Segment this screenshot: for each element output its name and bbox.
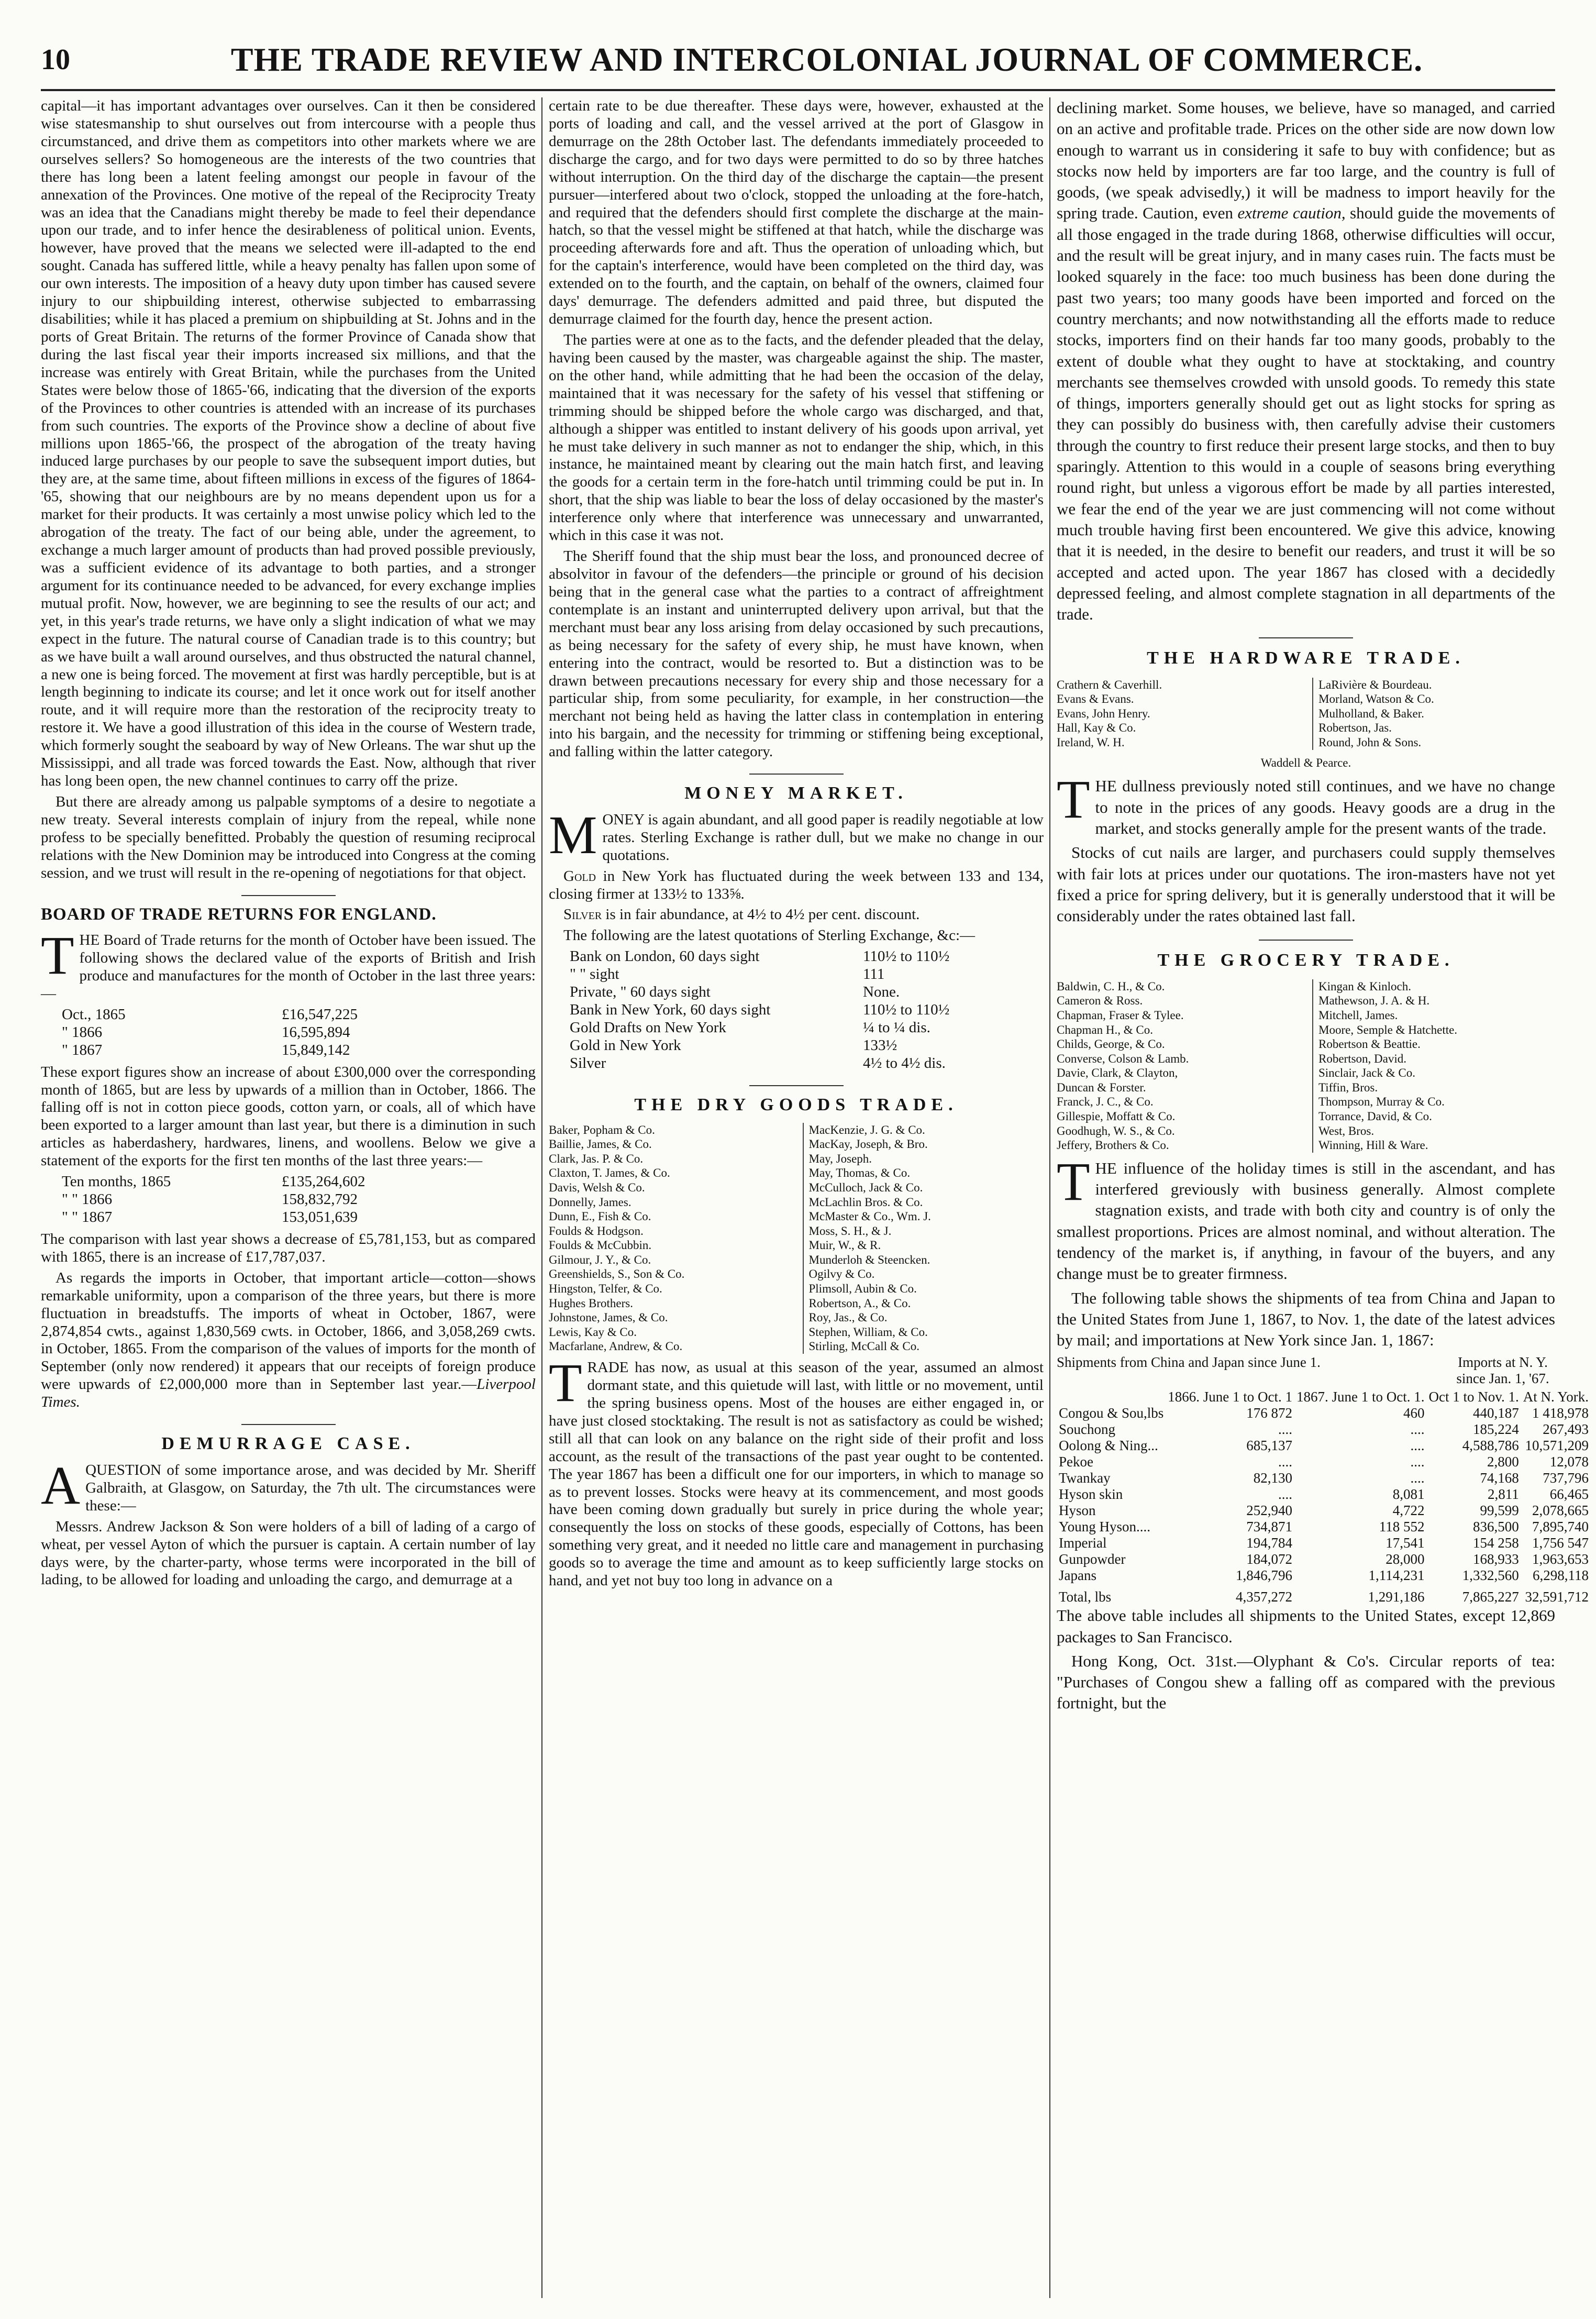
table-cell: 440,187: [1473, 1405, 1519, 1421]
tea-table-heading: [1057, 1354, 1555, 1387]
hardware-firms: [1057, 678, 1555, 750]
board-of-trade-paragraph: The comparison with last year shows a decrease of £5,781,153, but as compared with 1865, there is an increase of £17,787,037.: [41, 1230, 536, 1265]
table-row: [1057, 1567, 1591, 1584]
firm-name: West, Bros.: [1318, 1124, 1375, 1138]
tea-table-body: [1057, 1405, 1591, 1606]
demurrage-paragraph: AQUESTION of some importance arose, and was decided by Mr. Sheriff Galbraith, at Glasgow, on Saturday, the 7th ult. The circumstances were these:—: [41, 1455, 536, 1516]
firms-list-left: [549, 1123, 790, 1354]
firm-name: Ireland, W. H.: [1057, 735, 1125, 749]
firm-name: May, Thomas, & Co.: [808, 1166, 911, 1180]
grocery-heading: THE GROCERY TRADE.: [1157, 950, 1455, 970]
table-cell: 252,940: [1246, 1502, 1293, 1518]
table-cell: 99,599: [1480, 1502, 1519, 1518]
table-cell: 1 418,978: [1532, 1405, 1589, 1421]
firm-name: Hughes Brothers.: [549, 1296, 633, 1310]
firm-name: Mulholland, & Baker.: [1318, 706, 1424, 720]
firm-name: Childs, George, & Co.: [1057, 1037, 1165, 1051]
table-cell: Souchong: [1059, 1421, 1115, 1437]
table-cell: 1,963,653: [1532, 1551, 1589, 1567]
firm-name: Hall, Kay & Co.: [1057, 721, 1136, 735]
section-rule: [749, 774, 844, 775]
table-cell: ....: [1410, 1470, 1425, 1486]
table-cell: 194,784: [1246, 1535, 1293, 1551]
table-row: " " 1867 153,051,639: [62, 1209, 358, 1225]
grocery-paragraph: The above table includes all shipments to the United States, except 12,869 packages to San Francisco.: [1057, 1606, 1555, 1646]
firm-name: Mathewson, J. A. & H.: [1318, 994, 1430, 1008]
firm-name: Hingston, Telfer, & Co.: [549, 1282, 662, 1296]
firm-name: Mitchell, James.: [1318, 1008, 1398, 1022]
table-cell: 185,224: [1473, 1421, 1519, 1437]
table-cell: 12,078: [1549, 1453, 1589, 1470]
grocery-paragraph: THE influence of the holiday times is still in the ascendant, and has interfered greviously with business generally. Almost complete stagnation exists, and trade with both city and country is of only the smallest proportions. Prices are almost nominal, and without alteration. The tendency of the market is, if anything, in favour of the buyers, and any change must be to greater firmness.: [1057, 1151, 1555, 1283]
table-row: [1057, 1551, 1591, 1567]
firm-name: Chapman H., & Co.: [1057, 1023, 1153, 1036]
table-cell: Gunpowder: [1059, 1551, 1126, 1567]
table-cell: 4,357,272: [1236, 1589, 1293, 1605]
firm-name: Morland, Watson & Co.: [1318, 692, 1434, 706]
firm-name: Davis, Welsh & Co.: [549, 1180, 645, 1194]
firm-name: Dunn, E., Fish & Co.: [549, 1210, 651, 1223]
firm-name: Roy, Jas., & Co.: [808, 1311, 888, 1324]
table-cell: 8,081: [1392, 1486, 1425, 1502]
table-cell: ....: [1410, 1453, 1425, 1470]
table-cell: 17,541: [1386, 1535, 1425, 1551]
table-row: Silver 4½ to 4½ dis.: [570, 1054, 946, 1072]
table-cell: 28,000: [1386, 1551, 1425, 1567]
column-separator: [541, 97, 542, 2298]
firm-name: Tiffin, Bros.: [1318, 1080, 1378, 1094]
table-cell: ....: [1410, 1437, 1425, 1453]
table-cell: 184,072: [1246, 1551, 1293, 1567]
firm-name: Moss, S. H., & J.: [808, 1224, 892, 1238]
table-cell: 7,895,740: [1532, 1519, 1589, 1534]
firm-name: Ogilvy & Co.: [808, 1267, 875, 1281]
header-rule: [41, 89, 1555, 91]
firm-name: Crathern & Caverhill.: [1057, 678, 1162, 691]
dry-goods-heading: THE DRY GOODS TRADE.: [634, 1095, 958, 1114]
firm-name: MacKenzie, J. G. & Co.: [808, 1123, 925, 1136]
tea-shipments-table: [1057, 1389, 1591, 1606]
firm-name: Lewis, Kay & Co.: [549, 1325, 637, 1339]
table-row: Ten months, 1865 £135,264,602: [62, 1173, 365, 1190]
table-row: " 1866 16,595,894: [62, 1023, 350, 1041]
demurrage-paragraph: certain rate to be due thereafter. These days were, however, exhausted at the ports of loading and call, and the vessel arrived at the port of Glasgow in demurrage on the 28th October last. The defendants immediately proceeded to discharge the cargo, and for two days were permitted to do so by three hatches without interruption. On the third day of the discharge the captain—the present pursuer—interfered about two o'clock, stopped the unloading at the fore-hatch, and required that the defenders should first complete the discharge at the main-hatch, so that the vessel might be stiffened at that hatch, while the discharge was proceeding afterwards fore and aft. Thus the operation of unloading which, but for the captain's interference, would have been completed on the third day, was extended on to the fourth, and the captain, on behalf of the owners, claimed four days' demurrage. The defenders admitted and paid three, but disputed the demurrage claimed for the fourth day, hence the present action.: [549, 97, 1044, 328]
firm-name: Gillespie, Moffatt & Co.: [1057, 1110, 1176, 1123]
column-separator: [1049, 97, 1050, 2298]
table-cell: 737,796: [1543, 1470, 1589, 1486]
table-cell: ....: [1278, 1453, 1293, 1470]
table-cell: Oolong & Ning...: [1059, 1437, 1158, 1453]
firm-name: Round, John & Sons.: [1318, 735, 1422, 749]
firm-name: Sinclair, Jack & Co.: [1318, 1066, 1415, 1080]
october-exports-table: [62, 1006, 536, 1059]
column-3: [1057, 97, 1589, 2298]
drop-cap: T: [41, 925, 74, 986]
quotes-intro: The following are the latest quotations of Sterling Exchange, &c:—: [563, 927, 976, 944]
firm-name: Jeffery, Brothers & Co.: [1057, 1139, 1169, 1152]
firm-name: Muir, W., & R.: [808, 1239, 881, 1252]
table-row: " 1867 15,849,142: [62, 1041, 350, 1058]
drop-cap: M: [549, 804, 597, 865]
firm-name: Franck, J. C., & Co.: [1057, 1095, 1154, 1109]
tea-table-heading-right: Imports at N. Y. since Jan. 1, '67.: [1456, 1354, 1549, 1386]
dry-goods-paragraph: TRADE has now, as usual at this season of the year, assumed an almost dormant state, and this quietude will last, with little or no movement, until the spring business opens. Most of the houses are either engaged in, or have just closed stocktaking. The result is not as satisfactory as could be wished; still all that can look on any balance on the right side of their profit and loss account, as the result of the transactions of the past year ought to be contented. The year 1867 has been a difficult one for our importers, in which to manage so as to prevent losses. Stocks were heavy at its commencement, and most goods have been coming down gradually but surely in price during the whole year; consequently the loss on stocks of these goods, especially of Cottons, has been something very great, and it needed no little care and management in purchasing goods so to average the time and amount as to keep sufficiently large stocks on hand, and yet not buy too long in advance on a: [549, 1353, 1044, 1589]
column-1: [41, 97, 536, 2298]
firm-name: Robertson, A., & Co.: [808, 1296, 911, 1310]
dry-goods-firms: [549, 1123, 1044, 1354]
firm-name: Duncan & Forster.: [1057, 1080, 1146, 1094]
money-market-heading: MONEY MARKET.: [684, 783, 908, 803]
firm-name: Stephen, William, & Co.: [808, 1325, 928, 1339]
drop-cap: T: [1057, 769, 1090, 830]
table-cell: 685,137: [1246, 1437, 1293, 1453]
table-cell: 2,078,665: [1532, 1502, 1589, 1518]
table-cell: 6,298,118: [1533, 1567, 1589, 1584]
gold-paragraph: Gold in New York has fluctuated during the week between 133 and 134, closing firmer at 133½ to 133⅝.: [549, 867, 1044, 902]
table-cell: Japans: [1059, 1567, 1096, 1584]
exchange-quotations-table: [570, 948, 1044, 1072]
firm-name: Plimsoll, Aubin & Co.: [808, 1282, 917, 1296]
firm-name: Moore, Semple & Hatchette.: [1318, 1023, 1458, 1036]
firm-name: Converse, Colson & Lamb.: [1057, 1052, 1189, 1065]
firm-name: Clark, Jas. P. & Co.: [549, 1152, 644, 1165]
firm-name: Foulds & Hodgson.: [549, 1224, 644, 1238]
section-rule: [241, 1424, 336, 1425]
reciprocity-paragraph: capital—it has important advantages over ourselves. Can it then be considered wise statesmanship to shut ourselves out from intercourse with a people thus circumstanced, and drive them as competitors into other markets where we are ourselves sellers? So homogeneous are the interests of the two countries that there has long been a latent feeling amongst our people in favour of the annexation of the Provinces. One motive of the repeal of the Reciprocity Treaty was an idea that the Canadians might thereby be made to feel their dependance upon our trade, and to infer hence the desirableness of political union. Events, however, have proved that the means we selected were ill-adapted to the end sought. Canada has suffered little, while a heavy penalty has fallen upon some of our own interests. The imposition of a heavy duty upon timber has caused severe injury to our shipbuilding interest, otherwise subjected to embarrassing disabilities; while it has placed a premium on shipbuilding at St. Johns and in the ports of Great Britain. The returns of the former Province of Canada show that during the last fiscal year their imports increased six millions, and that the increase was entirely with Great Britain, while the purchases from the United States were below those of 1865-'66, indicating that the diversion of the exports of the Provinces to other countries is attended with an increase of its purchases from such countries. The exports of the Province show a decline of about five millions upon 1865-'66, the prospect of the abrogation of the treaty having induced large purchases by our people to save the subsequent import duties, but they are, at the same time, about fifteen millions in excess of the figures of 1864-'65, showing that our neighbours are by no means dependent upon us for a market for their products. It was certainly a most unwise policy which led to the abrogation of the treaty. The fact of our being able, under the agreement, to exchange a much larger amount of products than had proved possible previously, was a sufficient evidence of its advantage to both parties, and a stronger argument for its continuance needed to be advanced, for every exchange implies mutual profit. Now, however, we are beginning to see the results of our act; and yet, in this year's trade returns, we have only a slight indication of what we may expect in the future. The natural course of Canadian trade is to this country; but as we have built a wall around ourselves, and thus obstructed the natural channel, a new one is being forced. The movement at first was hardly perceptible, but is at length beginning to indicate its course; and let it once work out for itself another route, and it will require more than the restoration of the reciprocity treaty to restore it. We have a good illustration of this idea in the course of Western trade, which formerly sought the seaboard by way of New Orleans. The war shut up the Mississippi, and all trade was forced towards the East. Now, although that river has long been open, the new channel continues to carry off the prize.: [41, 97, 536, 790]
firm-name: Davie, Clark, & Clayton,: [1057, 1066, 1178, 1080]
firm-name: Winning, Hill & Ware.: [1318, 1139, 1428, 1152]
drop-cap: A: [41, 1455, 81, 1516]
table-header-row: 1866. June 1 to Oct. 1 1867. June 1 to Oct. 1. Oct 1 to Nov. 1. At N. York.: [1168, 1388, 1589, 1405]
demurrage-paragraph: The parties were at one as to the facts, and the defender pleaded that the delay, having been caused by the master, was chargeable against the ship. The master, on the other hand, while admitting that he had been the occasion of the delay, maintained that it was necessary for the safety of his vessel that stiffening or trimming should be shipped before the whole cargo was discharged, and that, although a shipper was entitled to instant delivery of his goods upon arrival, yet he must take delivery in such manner as not to endanger the ship, which, in this instance, he maintained meant by clearing out the main hatch first, and leaving the goods for a certain term in the fore-hatch until trimming could be put in. In short, that the ship was liable to bear the loss of delay occasioned by the master's interference only where that interference was unnecessary and unwarranted, which in this case it was not.: [549, 331, 1044, 544]
page-header: [41, 34, 1555, 86]
firms-list-right: [1312, 678, 1555, 750]
table-cell: 267,493: [1543, 1421, 1589, 1437]
table-cell: Twankay: [1059, 1470, 1111, 1486]
section-rule: [749, 1085, 844, 1086]
table-cell: 74,168: [1480, 1470, 1519, 1486]
table-row: Gold Drafts on New York ¼ to ¼ dis.: [570, 1019, 930, 1036]
table-cell: 734,871: [1246, 1519, 1293, 1534]
table-cell: 1,846,796: [1236, 1567, 1293, 1584]
table-cell: Hyson: [1059, 1502, 1096, 1518]
firm-name: Robertson, Jas.: [1318, 721, 1392, 735]
table-row: [1057, 1584, 1591, 1605]
table-cell: Hyson skin: [1059, 1486, 1123, 1502]
table-cell: Imperial: [1059, 1535, 1107, 1551]
table-cell: 1,756 547: [1532, 1535, 1589, 1551]
firm-name: Stirling, McCall & Co.: [808, 1340, 919, 1353]
firm-name: Gilmour, J. Y., & Co.: [549, 1253, 651, 1266]
demurrage-paragraph: The Sheriff found that the ship must bear the loss, and pronounced decree of absolvitor in favour of the defenders—the principle or ground of his decision being that in the general case what the parties to a contract of affreightment contemplate is an instant and uninterrupted delivery upon arrival, but that the merchant must bear any loss arising from delay occasioned by such precautions, as being necessary for the safety of every ship, he must have known, when entering into the contract, would be resorted to. But a distinction was to be drawn between precautions necessary for every ship and those necessary for a particular ship, from some peculiarity, for example, in her construction—the merchant not being held as having the latter class in contemplation in entering into his bargain, and the necessity for trimming or stiffening being exceptional, and falling within the latter category.: [549, 548, 1044, 760]
firms-list-left: [1057, 979, 1300, 1153]
table-cell: 168,933: [1473, 1551, 1519, 1567]
column-2: [549, 97, 1044, 2298]
table-cell: Pekoe: [1059, 1453, 1093, 1470]
section-rule: [241, 895, 336, 896]
table-cell: 7,865,227: [1462, 1589, 1519, 1605]
tea-table-heading-left: Shipments from China and Japan since June 1.: [1057, 1354, 1321, 1370]
table-row: [1057, 1421, 1591, 1438]
table-cell: 66,465: [1549, 1486, 1589, 1502]
hardware-heading: THE HARDWARE TRADE.: [1147, 648, 1465, 668]
hardware-paragraph: THE dullness previously noted still continues, and we have no change to note in the prices of any goods. Heavy goods are a drug in the market, and stocks generally ample for the present wants of the trade.: [1057, 769, 1555, 838]
table-cell: Congou & Sou,lbs: [1059, 1405, 1164, 1421]
firm-name: Robertson, David.: [1318, 1052, 1407, 1065]
firm-name: Torrance, David, & Co.: [1318, 1110, 1432, 1123]
firm-name: McLachlin Bros. & Co.: [808, 1195, 923, 1209]
dry-goods-paragraph: declining market. Some houses, we believe, have so managed, and carried on an active and profitable trade. Prices on the other side are now down low enough to warrant us in considering it safe to buy with confidence; but as stocks now held by importers are far too large, and the country is full of goods, (we speak advisedly,) it will be madness to import heavily for the spring trade. Caution, even extreme caution, should guide the movements of all those engaged in the trade during 1868, otherwise difficulties will occur, and the result will be great injury, and in many cases ruin. The facts must be looked squarely in the face: too much business has been done during the past two years; too many goods have been imported and forced on the country merchants; and now notwithstanding all the efforts made to reduce stocks, importers find on their hands far too many goods, probably to the extent of double what they ought to have at stocktaking, and country merchants see themselves crowded with unsold goods. To remedy this state of things, importers generally should get out as light stocks for spring as they can possibly do business with, then carefully advise their customers through the country to first reduce their present large stocks, and then to buy sparingly. Attention to this would in a couple of seasons bring everything round right, but unless a vigorous effort be made by all parties interested, we fear the end of the year we are just commencing will not come without much trouble having first been encountered. We give this advice, knowing that it is needed, in the desire to benefit our readers, and trust it will be so accepted and acted upon. The year 1867 has closed with a decidedly depressed feeling, and almost complete stagnation in all departments of the trade.: [1057, 98, 1556, 624]
firm-name: McMaster & Co., Wm. J.: [808, 1210, 931, 1223]
table-cell: 460: [1403, 1405, 1425, 1421]
table-cell: ....: [1278, 1486, 1293, 1502]
section-rule: [1259, 637, 1353, 638]
ten-months-exports-table: [62, 1173, 536, 1227]
table-row: [1057, 1438, 1591, 1454]
table-row: [1057, 1454, 1591, 1470]
firms-list-right: [1312, 979, 1555, 1153]
firm-name: Robertson & Beattie.: [1318, 1037, 1421, 1051]
grocery-firms: [1057, 979, 1555, 1153]
firm-name: Munderloh & Steencken.: [808, 1253, 930, 1266]
reciprocity-paragraph: But there are already among us palpable symptoms of a desire to negotiate a new treaty. Several interests complain of injury from the repeal, while none profess to be specially benefitted. Probably the question of resuming reciprocal relations with the New Dominion may be introduced into Congress at the coming session, and we trust will result in the re-opening of negotiations for that object.: [41, 793, 536, 881]
table-cell: 1,114,231: [1368, 1567, 1425, 1584]
table-row: " " sight 111: [570, 966, 885, 983]
drop-cap: T: [1057, 1151, 1090, 1212]
firm-name: Baldwin, C. H., & Co.: [1057, 979, 1165, 993]
firm-name: MacKay, Joseph, & Bro.: [808, 1138, 928, 1151]
hardware-paragraph: Stocks of cut nails are larger, and purchasers could supply themselves with fair lots at prices under our quotations. The iron-masters have not yet fixed a price for spring delivery, but it is generally understood that it will be considerably under the rates obtained last fall.: [1057, 843, 1555, 925]
firm-name: Cameron & Ross.: [1057, 994, 1143, 1008]
table-cell: 176 872: [1246, 1405, 1293, 1421]
table-cell: 836,500: [1473, 1519, 1519, 1534]
table-cell: 1,332,560: [1462, 1567, 1519, 1584]
drop-cap: T: [549, 1353, 582, 1414]
table-cell: ....: [1410, 1421, 1425, 1437]
firm-name: Chapman, Fraser & Tylee.: [1057, 1008, 1184, 1022]
firm-name: Greenshields, S., Son & Co.: [549, 1267, 685, 1281]
firm-name: May, Joseph.: [808, 1152, 872, 1165]
board-of-trade-heading: BOARD OF TRADE RETURNS FOR ENGLAND.: [41, 904, 437, 924]
firm-name: Waddell & Pearce.: [1260, 756, 1351, 769]
table-cell: 2,800: [1487, 1453, 1519, 1470]
table-cell: 2,811: [1488, 1486, 1519, 1502]
page-number: 10: [41, 43, 70, 76]
table-cell: 1,291,186: [1368, 1589, 1425, 1605]
board-of-trade-paragraph: These export figures show an increase of about £300,000 over the corresponding month of 1865, but are less by upwards of a million than in October, 1866. The falling off is not in cotton piece goods, cotton yarn, or coals, all of which have been exported to a larger amount than last year, but there is a diminution in such articles as haberdashery, hardwares, linens, and woollens. Below we give a statement of the exports for the first ten months of the last three years:—: [41, 1063, 536, 1169]
table-cell: Young Hyson....: [1059, 1519, 1151, 1534]
table-cell: 4,722: [1392, 1502, 1425, 1518]
table-row: Oct., 1865 £16,547,225: [62, 1006, 358, 1023]
firm-name: Claxton, T. James, & Co.: [549, 1166, 670, 1180]
table-cell: ....: [1278, 1421, 1293, 1437]
table-cell: Total, lbs: [1059, 1589, 1112, 1605]
demurrage-heading: DEMURRAGE CASE.: [161, 1434, 415, 1454]
table-row: [1057, 1519, 1591, 1535]
table-row: " " 1866 158,832,792: [62, 1191, 358, 1208]
firm-name: Foulds & McCubbin.: [549, 1239, 652, 1252]
source-citation: Liverpool Times.: [41, 1376, 536, 1411]
money-market-paragraph: MONEY is again abundant, and all good paper is readily negotiable at low rates. Sterling Exchange is rather dull, but we make no change in our quotations.: [549, 804, 1044, 865]
table-row: Private, " 60 days sight None.: [570, 984, 900, 1001]
firm-name: Evans, John Henry.: [1057, 706, 1150, 720]
table-row: [1057, 1535, 1591, 1551]
firms-list-left: [1057, 678, 1300, 750]
table-cell: 10,571,209: [1525, 1437, 1589, 1453]
table-row: [1057, 1405, 1591, 1421]
table-cell: 118 552: [1379, 1519, 1425, 1534]
table-cell: 154 258: [1473, 1535, 1519, 1551]
section-rule: [1259, 940, 1353, 941]
firm-name: LaRivière & Bourdeau.: [1318, 678, 1432, 691]
firm-name: Macfarlane, Andrew, & Co.: [549, 1340, 683, 1353]
demurrage-paragraph: Messrs. Andrew Jackson & Son were holders of a bill of lading of a cargo of wheat, per vessel Ayton of which the pursuer is captain. A certain number of lay days were, by the charter-party, whose terms were incorporated in the bill of lading, to be allowed for loading and unloading the cargo, and demurrage at a: [41, 1518, 536, 1588]
firm-name: Donnelly, James.: [549, 1195, 631, 1209]
table-row: [1057, 1503, 1591, 1519]
firm-name: Goodhugh, W. S., & Co.: [1057, 1124, 1175, 1138]
board-of-trade-paragraph: As regards the imports in October, that important article—cotton—shows remarkable uniformity, upon a comparison of the three years, but there is more fluctuation in breadstuffs. The imports of wheat in October, 1867, were 2,874,854 cwts., against 1,830,569 cwts. in October, 1866, and 3,058,269 cwts. in October, 1865. From the comparison of the values of imports for the month of September (only now rendered) it appears that our receipts of foreign produce were upwards of £2,000,000 more than in September last year.—Liverpool Times.: [41, 1269, 536, 1411]
table-row: [1057, 1470, 1591, 1486]
board-of-trade-paragraph: THE Board of Trade returns for the month of October have been issued. The following shows the declared value of the exports of British and Irish produce and manufactures for the month of October in the last three years:—: [41, 925, 536, 1002]
firm-name: Kingan & Kinloch.: [1318, 979, 1411, 993]
firm-name: Johnstone, James, & Co.: [549, 1311, 668, 1324]
table-row: Gold in New York 133½: [570, 1036, 897, 1054]
table-row: Bank in New York, 60 days sight 110½ to 110½: [570, 1001, 950, 1019]
firm-name: Baillie, James, & Co.: [549, 1138, 652, 1151]
firm-name: Evans & Evans.: [1057, 692, 1134, 706]
table-cell: 82,130: [1253, 1470, 1293, 1486]
silver-paragraph: Silver is in fair abundance, at 4½ to 4½ per cent. discount.: [563, 906, 920, 923]
journal-title: THE TRADE REVIEW AND INTERCOLONIAL JOURNAL OF COMMERCE.: [230, 41, 1423, 78]
firm-name: Thompson, Murray & Co.: [1318, 1095, 1445, 1109]
table-row: Bank on London, 60 days sight 110½ to 110½: [570, 948, 950, 965]
grocery-paragraph: Hong Kong, Oct. 31st.—Olyphant & Co's. Circular reports of tea: "Purchases of Congou shew a falling off as compared with the previous fortnight, but the: [1057, 1651, 1555, 1713]
firms-list-right: [803, 1123, 1044, 1354]
firm-name: Baker, Popham & Co.: [549, 1123, 655, 1136]
table-cell: 32,591,712: [1525, 1589, 1589, 1605]
table-row: [1057, 1486, 1591, 1503]
firm-name: McCulloch, Jack & Co.: [808, 1180, 923, 1194]
grocery-paragraph: The following table shows the shipments of tea from China and Japan to the United States from June 1, 1867, to Nov. 1, the date of the latest advices by mail; and importations at New York since Jan. 1, 1867:: [1057, 1288, 1555, 1350]
table-cell: 4,588,786: [1462, 1437, 1519, 1453]
